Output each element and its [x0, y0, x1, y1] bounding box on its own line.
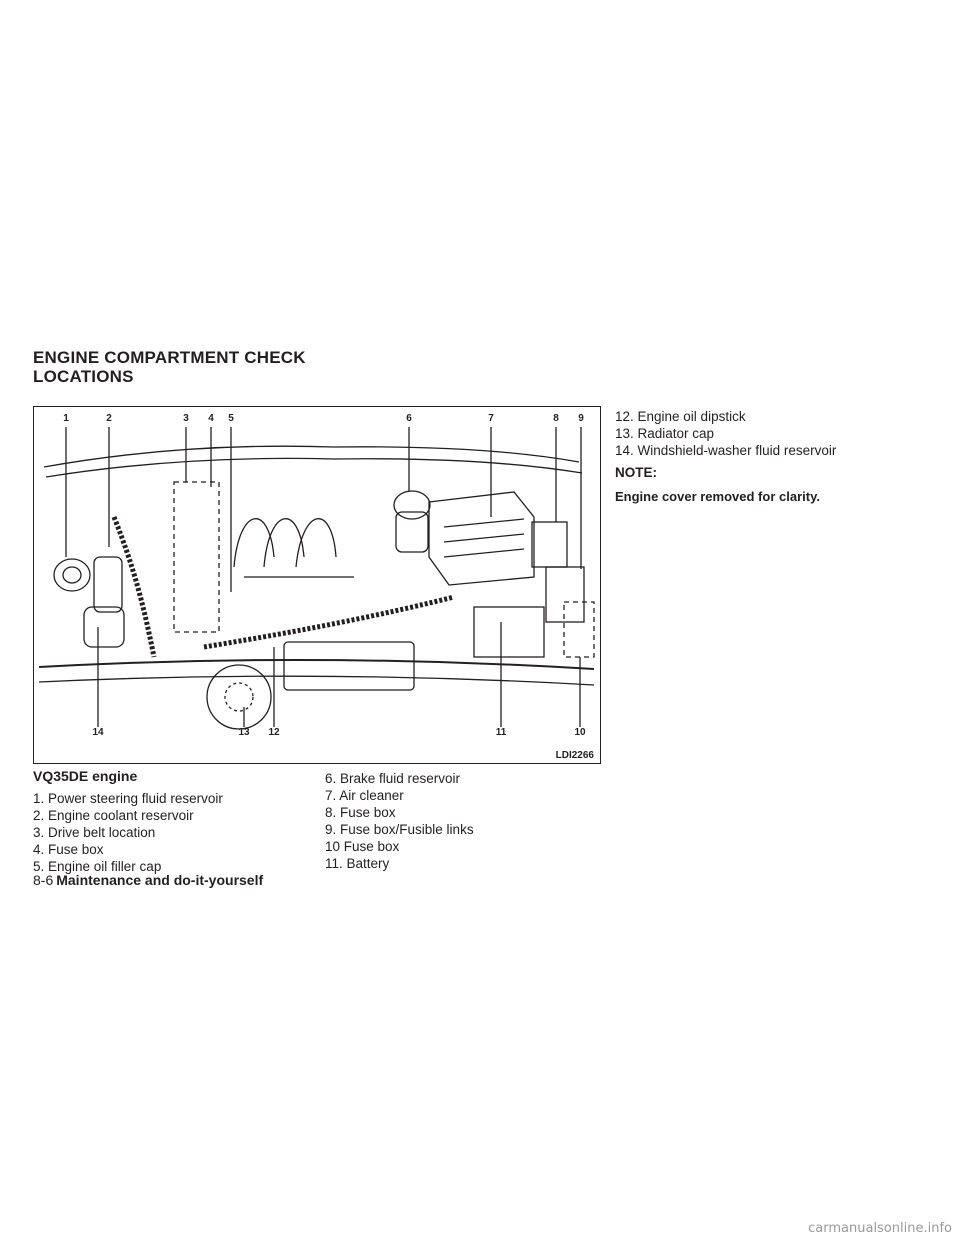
callout-4: 4 — [208, 413, 214, 424]
list-item: 12. Engine oil dipstick — [615, 409, 746, 424]
list-item: 1. Power steering fluid reservoir — [33, 791, 223, 806]
section-title-line-2: LOCATIONS — [33, 367, 134, 386]
list-item: 10 Fuse box — [325, 839, 400, 854]
callout-10: 10 — [574, 727, 586, 738]
chapter-title: Maintenance and do-it-yourself — [56, 872, 264, 888]
legend-list-column-3 — [615, 408, 836, 459]
list-item: 3. Drive belt location — [33, 825, 156, 840]
callout-14: 14 — [92, 727, 104, 738]
callout-7: 7 — [488, 413, 494, 424]
watermark-link[interactable]: carmanualsonline.info — [808, 1221, 952, 1236]
callout-13: 13 — [238, 727, 250, 738]
callout-11: 11 — [495, 727, 507, 738]
list-item: 6. Brake fluid reservoir — [325, 771, 461, 786]
callout-2: 2 — [106, 413, 112, 424]
callout-8: 8 — [553, 413, 559, 424]
engine-illustration — [34, 407, 600, 763]
figure-caption: VQ35DE engine — [33, 768, 138, 784]
page-footer — [33, 872, 263, 888]
list-item: 9. Fuse box/Fusible links — [325, 822, 474, 837]
page-number: 8-6 — [33, 872, 54, 888]
list-item: 5. Engine oil filler cap — [33, 859, 162, 874]
callout-1: 1 — [63, 413, 69, 424]
figure-code: LDI2266 — [555, 750, 594, 761]
section-title — [33, 348, 306, 386]
list-item: 4. Fuse box — [33, 842, 104, 857]
list-item: 14. Windshield-washer fluid reservoir — [615, 443, 837, 458]
note-label: NOTE: — [615, 465, 657, 480]
list-item: 2. Engine coolant reservoir — [33, 808, 194, 823]
note-text: Engine cover removed for clarity. — [615, 489, 820, 504]
legend-list-column-2 — [325, 770, 474, 872]
callout-6: 6 — [406, 413, 412, 424]
list-item: 13. Radiator cap — [615, 426, 715, 441]
list-item: 8. Fuse box — [325, 805, 396, 820]
list-item: 11. Battery — [325, 856, 390, 871]
callout-9: 9 — [578, 413, 584, 424]
engine-compartment-figure — [33, 406, 601, 764]
legend-list-column-1 — [33, 790, 223, 875]
callout-5: 5 — [228, 413, 234, 424]
callout-12: 12 — [268, 727, 280, 738]
section-title-line-1: ENGINE COMPARTMENT CHECK — [33, 348, 306, 367]
list-item: 7. Air cleaner — [325, 788, 404, 803]
callout-3: 3 — [183, 413, 189, 424]
